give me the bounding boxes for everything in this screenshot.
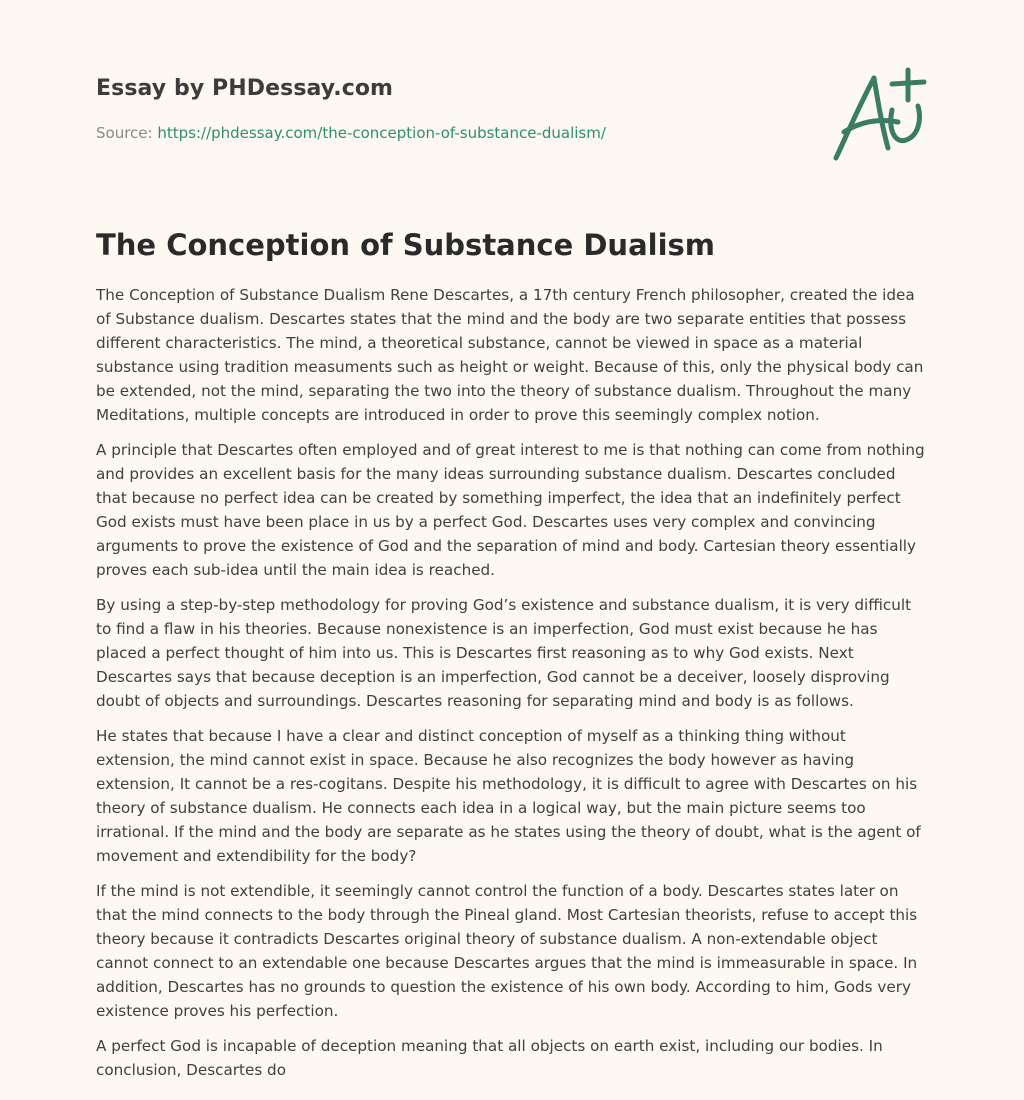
a-plus-logo-icon: [826, 66, 930, 166]
essay-paragraph: By using a step-by-step methodology for proving God’s existence and substance dualism, it is very difficult to find a flaw in his theories. Because nonexistence is an imperfection, God must exist because he has placed a perfect thought of him into us. This is Descartes first reasoning as to why God exists. Next Descartes says that because deception is an imperfection, God cannot be a deceiver, loosely disproving doubt of objects and surroundings. Descartes reasoning for separating mind and body is as follows.: [96, 595, 912, 710]
source-line: [96, 124, 606, 142]
brand-title: Essay by PHDessay.com: [96, 76, 394, 101]
essay-paragraph: He states that because I have a clear and distinct conception of myself as a thinking thing without extension, the mind cannot exist in space. Because he also recognizes the body however as having extension, It cannot be a res-cogitans. Despite his methodology, it is difficult to agree with Descartes on his theory of substance dualism. He connects each idea in a logical way, but the main picture seems too irrational. If the mind and the body are separate as he states using the theory of doubt, what is the agent of movement and extendibility for the body?: [96, 726, 921, 865]
essay-title: The Conception of Substance Dualism: [96, 228, 715, 262]
essay-paragraph: A perfect God is incapable of deception meaning that all objects on earth exist, including our bodies. In conclusion, Descartes do: [96, 1036, 883, 1079]
essay-paragraph: A principle that Descartes often employed and of great interest to me is that nothing can come from nothing and provides an excellent basis for the many ideas surrounding substance dualism. Descartes concluded that because no perfect idea can be created by something imperfect, the idea that an indefinitely perfect God exists must have been place in us by a perfect God. Descartes uses very complex and convincing arguments to prove the existence of God and the separation of mind and body. Cartesian theory essentially proves each sub-idea until the main idea is reached.: [96, 440, 925, 579]
essay-paragraph: The Conception of Substance Dualism Rene Descartes, a 17th century French philosopher, created the idea of Substance dualism. Descartes states that the mind and the body are two separate entities that possess different characteristics. The mind, a theoretical substance, cannot be viewed in space as a material substance using tradition measuments such as height or weight. Because of this, only the physical body can be extended, not the mind, separating the two into the theory of substance dualism. Throughout the many Meditations, multiple concepts are introduced in order to prove this seemingly complex notion.: [96, 285, 924, 424]
page-header: [96, 0, 928, 190]
essay-paragraph: If the mind is not extendible, it seemingly cannot control the function of a body. Descartes states later on that the mind connects to the body through the Pineal gland. Most Cartesian theorists, refuse to accept this theory because it contradicts Descartes original theory of substance dualism. A non-extendable object cannot connect to an extendable one because Descartes argues that the mind is immeasurable in space. In addition, Descartes has no grounds to question the existence of his own body. According to him, Gods very existence proves his perfection.: [96, 881, 918, 1020]
source-label: Source:: [96, 124, 153, 142]
source-link[interactable]: https://phdessay.com/the-conception-of-substance-dualism/: [157, 124, 606, 142]
essay-body: [96, 283, 928, 1082]
